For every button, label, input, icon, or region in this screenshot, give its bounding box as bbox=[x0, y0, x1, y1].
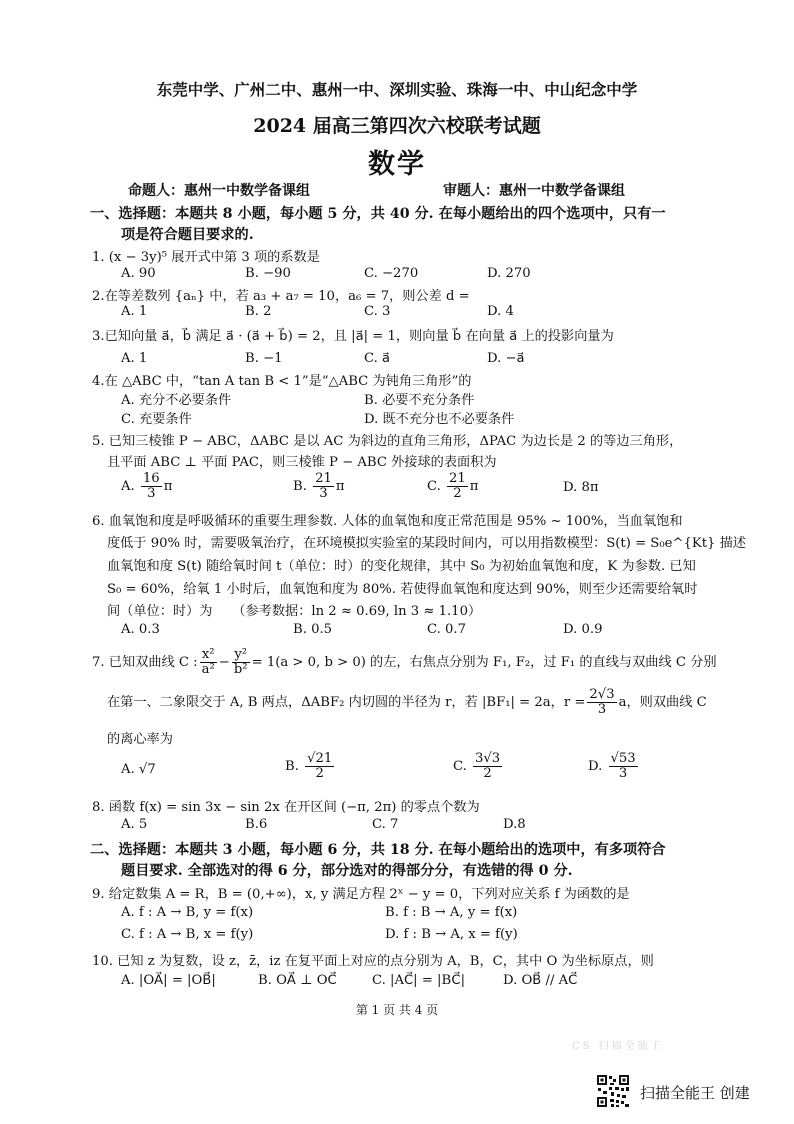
question-4: 4.在 △ABC 中，“tan A tan B < 1”是“△ABC 为钝角三角形”的 bbox=[92, 374, 472, 389]
q7-option-a: A. √7 bbox=[121, 762, 156, 777]
q10-option-d: D. OB⃗ // AC⃗ bbox=[503, 973, 578, 988]
q8-option-c: C. 7 bbox=[372, 817, 399, 832]
q7-option-c: C. $\frac{3√3}{2}$ bbox=[453, 751, 501, 781]
q6-option-c: C. 0.7 bbox=[427, 622, 466, 637]
q6-option-b: B. 0.5 bbox=[293, 622, 333, 637]
q4-option-d: D. 既不充分也不必要条件 bbox=[364, 412, 515, 427]
q8-option-d: D.8 bbox=[503, 817, 526, 832]
question-6-line4: S₀ = 60%，给氧 1 小时后，血氧饱和度为 80%. 若使得血氧饱和度达到 90%，则至少还需要给氧时 bbox=[107, 582, 698, 597]
question-7-line2: 在第一、二象限交于 A, B 两点，ΔABF₂ 内切圆的半径为 r，若 |BF₁| = 2a，r = $\frac{2√3}{3}$ a，则双曲线 C bbox=[107, 687, 707, 717]
q1-option-d: D. 270 bbox=[487, 266, 531, 281]
reviewer-line: 审题人：惠州一中数学备课组 bbox=[443, 183, 625, 199]
section2-instruction-line1: 二、选择题：本题共 3 小题，每小题 6 分，共 18 分. 在每小题给出的选项中，有多项符合 bbox=[90, 842, 666, 858]
q9-option-b: B. f : B → A, y = f(x) bbox=[385, 905, 518, 920]
question-1: 1. (x − 3y)⁵ 展开式中第 3 项的系数是 bbox=[92, 250, 320, 265]
q10-option-a: A. |OA⃗| = |OB⃗| bbox=[121, 973, 216, 988]
schools-header: 东莞中学、广州二中、惠州一中、深圳实验、珠海一中、中山纪念中学 bbox=[156, 80, 638, 99]
q1-option-b: B. −90 bbox=[245, 266, 291, 281]
q2-option-a: A. 1 bbox=[121, 304, 148, 319]
q3-option-a: A. 1 bbox=[121, 351, 148, 366]
question-5-line2: 且平面 ABC ⊥ 平面 PAC，则三棱锥 P − ABC 外接球的表面积为 bbox=[107, 455, 497, 470]
question-3: 3.已知向量 a⃗，b⃗ 满足 a⃗ · (a⃗ + b⃗) = 2，且 |a⃗| = 1，则向量 b⃗ 在向量 a⃗ 上的投影向量为 bbox=[92, 329, 614, 344]
question-6-line2: 度低于 90% 时，需要吸氧治疗，在环境模拟实验室的某段时间内，可以用指数模型：S(t) = S₀e^{Kt} 描述 bbox=[107, 536, 746, 551]
setter-line: 命题人：惠州一中数学备课组 bbox=[128, 183, 310, 199]
q5-option-a: A. $\frac{16}{3}$ π bbox=[121, 471, 173, 501]
q4-option-b: B. 必要不充分条件 bbox=[364, 393, 475, 408]
q7-option-b: B. $\frac{√21}{2}$ bbox=[285, 751, 333, 781]
subject-title: 数学 bbox=[368, 149, 426, 180]
q8-option-a: A. 5 bbox=[121, 817, 148, 832]
q1-option-c: C. −270 bbox=[364, 266, 419, 281]
question-10: 10. 已知 z 为复数，设 z，z̄，iz 在复平面上对应的点分别为 A，B，C，其中 O 为坐标原点，则 bbox=[92, 954, 654, 969]
q3-option-c: C. a⃗ bbox=[364, 351, 391, 366]
q5-option-b: B. $\frac{21}{3}$ π bbox=[293, 471, 345, 501]
section1-instruction-line2: 项是符合题目要求的. bbox=[121, 227, 254, 243]
page-number: 第 1 页 共 4 页 bbox=[355, 1003, 439, 1017]
question-7-line3: 的离心率为 bbox=[107, 732, 173, 747]
q7-option-d: D. $\frac{√53}{3}$ bbox=[588, 751, 636, 781]
q3-option-d: D. −a⃗ bbox=[487, 351, 525, 366]
question-6-line1: 6. 血氧饱和度是呼吸循环的重要生理参数. 人体的血氧饱和度正常范围是 95% ~ 100%，当血氧饱和 bbox=[92, 514, 683, 529]
question-7-line1: 7. 已知双曲线 C : $\frac{\text{x²}}{\text{a²}}$ − $\frac{\text{y²}}{\text{b²}}$ = 1(a > 0, b > 0) 的左，右焦点分别为 F₁, F₂，过 F₁ 的直线与双曲线 C 分别 bbox=[92, 647, 717, 677]
q2-option-d: D. 4 bbox=[487, 304, 514, 319]
scanner-brand: 扫描全能王 创建 bbox=[640, 1084, 750, 1102]
q1-option-a: A. 90 bbox=[121, 266, 156, 281]
q5-option-c: C. $\frac{21}{2}$ π bbox=[427, 471, 479, 501]
q6-option-a: A. 0.3 bbox=[121, 622, 160, 637]
question-8: 8. 函数 f(x) = sin 3x − sin 2x 在开区间 (−π, 2π) 的零点个数为 bbox=[92, 800, 480, 815]
q10-option-c: C. |AC⃗| = |BC⃗| bbox=[372, 973, 466, 988]
question-9: 9. 给定数集 A = R，B = (0,+∞)，x, y 满足方程 2ˣ − y = 0，下列对应关系 f 为函数的是 bbox=[92, 887, 630, 902]
q9-option-c: C. f : A → B, x = f(y) bbox=[121, 927, 254, 942]
q2-option-b: B. 2 bbox=[245, 304, 272, 319]
q4-option-c: C. 充要条件 bbox=[121, 412, 192, 427]
faint-watermark: CS 扫描全能王 bbox=[572, 1041, 664, 1052]
question-5-line1: 5. 已知三棱锥 P − ABC，ΔABC 是以 AC 为斜边的直角三角形，ΔPAC 为边长是 2 的等边三角形， bbox=[92, 434, 683, 449]
q10-option-b: B. OA⃗ ⊥ OC⃗ bbox=[258, 973, 337, 988]
q9-option-a: A. f : A → B, y = f(x) bbox=[121, 905, 254, 920]
qr-code-icon bbox=[596, 1074, 630, 1108]
q4-option-a: A. 充分不必要条件 bbox=[121, 393, 232, 408]
question-2: 2.在等差数列 {aₙ} 中，若 a₃ + a₇ = 10，a₆ = 7，则公差 d = bbox=[92, 289, 470, 304]
q8-option-b: B.6 bbox=[245, 817, 268, 832]
q2-option-c: C. 3 bbox=[364, 304, 391, 319]
exam-title: 2024 届高三第四次六校联考试题 bbox=[253, 115, 541, 137]
q5-option-d: D. 8π bbox=[563, 480, 599, 495]
section1-instruction-line1: 一、选择题：本题共 8 小题，每小题 5 分，共 40 分. 在每小题给出的四个选项中，只有一 bbox=[90, 206, 666, 222]
question-6-line5: 间（单位：时）为 （参考数据：ln 2 ≈ 0.69, ln 3 ≈ 1.10） bbox=[107, 604, 482, 619]
section2-instruction-line2: 题目要求. 全部选对的得 6 分，部分选对的得部分分，有选错的得 0 分. bbox=[121, 863, 573, 879]
question-6-line3: 血氧饱和度 S(t) 随给氧时间 t（单位：时）的变化规律，其中 S₀ 为初始血氧饱和度，K 为参数. 已知 bbox=[107, 559, 696, 574]
q9-option-d: D. f : B → A, x = f(y) bbox=[385, 927, 518, 942]
q6-option-d: D. 0.9 bbox=[563, 622, 603, 637]
q3-option-b: B. −1 bbox=[245, 351, 283, 366]
